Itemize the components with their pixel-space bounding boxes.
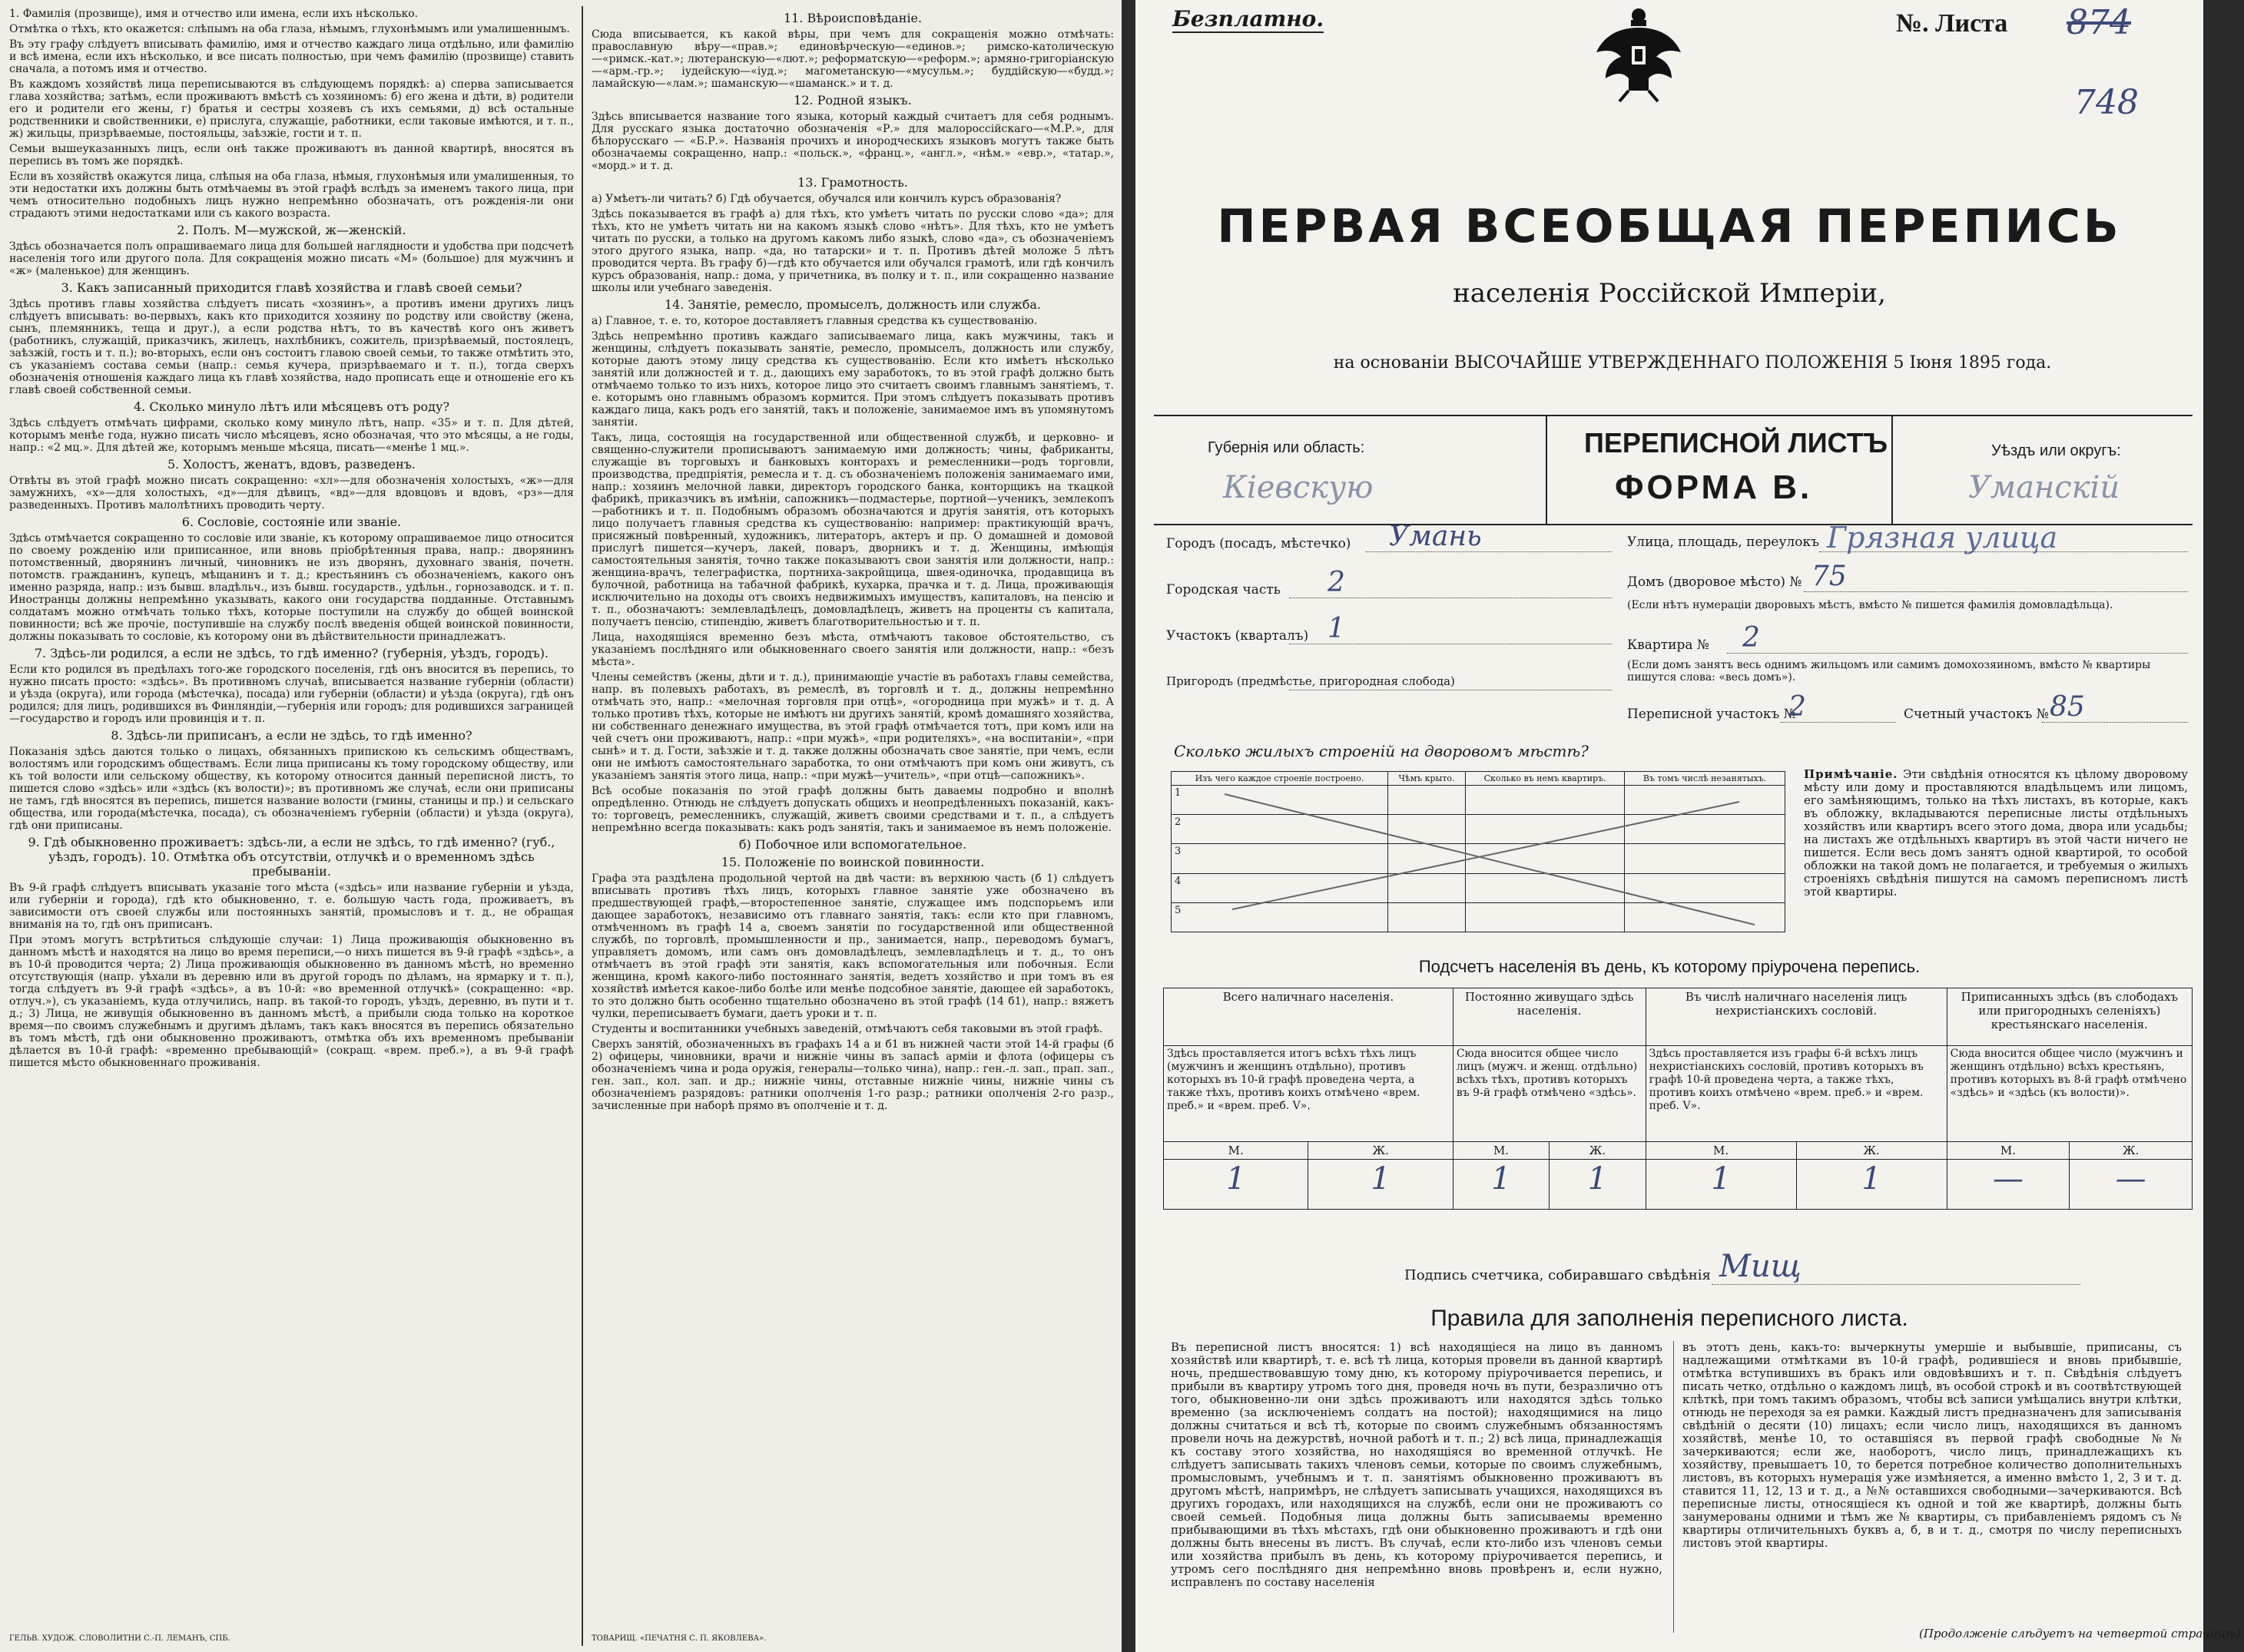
address-field-label: Пригородъ (предмѣстье, пригородная слобода)	[1166, 674, 1455, 688]
count-value-cell: —	[2070, 1160, 2193, 1210]
header-divider-right	[1891, 416, 1893, 524]
section-heading: 7. Здѣсь-ли родился, а если не здѣсь, то гдѣ именно? (губернія, уѣздъ, городъ).	[34, 646, 549, 660]
form-title-2: ФОРМА В.	[1615, 468, 1813, 506]
paragraph: Здѣсь отмѣчается сокращенно то сословіе или званіе, къ которому опрашиваемое лицо относится по своему рожденію или приписанное, или вновь пріобрѣтенныя права, напр.: дворянинъ потомственный, дворянинъ личный, чиновникъ не изъ дворянъ, духовнаго званія, почетн. потомств. гражданинъ, купецъ, мѣщанинъ и т. д.; крестьянинъ съ обозначеніемъ, какого онъ именно разряда, напр.: изъ бывш. владѣльч., изъ бывш. государств., удѣльн., горнозаводск. и т. п. Иностранцы должны непремѣнно указывать, какого они государства подданные. Отставнымъ солдатамъ можно отмѣчать только тѣхъ, которые поступили на службу до общей воинской повинности; всѣ же прочіе, поступившіе на службу послѣ введенія общей воинской повинности, должны показывать то сословіе, къ которому они въ дѣйствительности принадлежатъ.	[9, 532, 574, 643]
count-group-header: Въ числѣ наличнаго населенія лицъ нехристіанскихъ сословій.	[1646, 988, 1947, 1046]
house-note: (Если нѣтъ нумераціи дворовыхъ мѣстъ, вмѣсто № пишется фамилія домовладѣльца).	[1627, 599, 2113, 611]
female-column-label: Ж.	[1550, 1142, 1646, 1160]
male-column-label: М.	[1453, 1142, 1549, 1160]
rules-title: Правила для заполненія переписного листа.	[1430, 1306, 1908, 1331]
buildings-row-number: 4	[1172, 873, 1388, 902]
paragraph: Въ каждомъ хозяйствѣ лица переписываются въ слѣдующемъ порядкѣ: а) сперва записывается глава хозяйства; затѣмъ, если проживаютъ вмѣстѣ съ хозяиномъ: б) его жена и дѣти, в) родители его и родители его жены, г) братья и сестры хозяевъ съ ихъ семьями, д) всѣ остальные родственники и свойственники, е) прислуга, служащіе, работники, если таковые имѣются, и т. п., ж) жильцы, призрѣваемые, постояльцы, заѣзжіе, гости и т. п.	[9, 78, 574, 140]
address-field-value: Умань	[1389, 521, 1482, 552]
paragraph: Сюда вписывается, къ какой вѣры, при чемъ для сокращенія можно отмѣчать: православную вѣру—«прав.»; единовѣрческую—«единов.»; римско-католическую—«римск.-кат.»; лютеранскую—«лют.»; реформатскую—«реформ.»; армяно-григоріанскую—«арм.-гр.»; іудейскую—«іуд.»; магометанскую—«мусульм.»; буддійскую—«будд.»; ламайскую—«лам.»; шаманскую—«шаманск.» и т. д.	[592, 28, 1114, 90]
count-value-cell: 1	[1453, 1160, 1549, 1210]
buildings-header-cell: Чѣмъ крыто.	[1387, 772, 1465, 786]
count-value-cell: —	[1947, 1160, 2070, 1210]
flat-value: 2	[1742, 622, 1760, 654]
count-area-label: Счетный участокъ №	[1904, 707, 2049, 722]
sheet-number-label: №. Листа	[1896, 9, 2008, 38]
paragraph: Если кто родился въ предѣлахъ того-же городского поселенія, гдѣ онъ вносится въ перепись, то нужно писать просто: «здѣсь». Въ противномъ случаѣ, вписывается название губерніи (области) и уѣзда (округа), или города (мѣстечка), посада) или губерніи (области) и уѣзда (округа), гдѣ онъ родился; для лицъ, родившихся въ Финляндіи,—губернія или городъ; для родившихся заграницей—государство и городъ или провинція и т. п.	[9, 664, 574, 725]
paragraph: Здѣсь слѣдуетъ отмѣчать цифрами, сколько кому минуло лѣтъ, напр. «35» и т. п. Для дѣтей, которымъ менѣе года, нужно писать число мѣсяцевъ, ясно обозначая, что это мѣсяцы, а не годы, напр.: «2 мц.». Для дѣтей же, которымъ меньше мѣсяца, писать—«менѣе 1 мц.».	[9, 417, 574, 454]
paragraph: Графа эта раздѣлена продольной чертой на двѣ части: въ верхнюю часть (б 1) слѣдуетъ вписывать противъ тѣхъ лицъ, которыхъ главное занятіе уже обозначено въ предшествующей графѣ,—второстепенное занятіе, служащее имъ подспорьемъ или дающее заработокъ, независимо отъ главнаго занятія, такъ: если кто при главномъ, отмѣченномъ въ графѣ 14 а, своемъ занятіи по государственной или общественной службѣ, по торговлѣ, промышленности и пр., занимается, напр., переводомъ бумагъ, управляетъ домомъ, или самъ онъ домовладѣлецъ, землевладѣлецъ и т. д., то онъ отмѣчаетъ въ этой графѣ эти занятія, какъ вспомогательныя или побочныя. Если женщина, кромѣ какого-либо постояннаго занятія, ведетъ хозяйство и при томъ въ ея хозяйствѣ имѣется какое-либо болѣе или менѣе подсобное занятіе, дающее ей заработокъ, то это должно быть особенно тщательно обозначено въ этой графѣ (14 б1), напр.: вяжетъ чулки, переписываетъ бумаги, даетъ уроки и т. п.	[592, 872, 1114, 1020]
section-heading: 11. Вѣроисповѣданіе.	[783, 11, 923, 25]
signature-value: Мищ	[1719, 1249, 1801, 1284]
district-value: Уманскій	[1968, 470, 2120, 505]
count-value-cell: 1	[1308, 1160, 1453, 1210]
male-column-label: М.	[1164, 1142, 1308, 1160]
address-field-label: Городская часть	[1166, 582, 1281, 598]
address-field-value: 1	[1328, 613, 1345, 644]
house-label: Домъ (дворовое мѣсто) №	[1627, 574, 1802, 590]
section-heading: 12. Родной языкъ.	[794, 93, 912, 108]
paragraph: Члены семействъ (жены, дѣти и т. д.), принимающіе участіе въ работахъ главы семейства, напр. въ полевыхъ работахъ, въ ремеслѣ, въ торговлѣ и т. д., должны непремѣнно отмѣчать это, напр.: «мелочная торговля при отцѣ», «огородница при мужѣ» и т. д. А только противъ тѣхъ, которые не имѣютъ ни другихъ занятій, кромѣ домашняго хозяйства, ни собственнаго денежнаго имущества, въ этой графѣ отмѣчается тотъ, при комъ или на чей счетъ они проживаютъ, напр.: «при мужѣ», «при родителяхъ», «на воспитаніи», «при сынѣ» и т. д. Гости, заѣзжіе и т. д. также должны обозначать свое занятіе, при чемъ, если они не имѣютъ самостоятельнаго заработка, то они отмѣчаютъ при комъ они живутъ, съ указаніемъ занятія этого лица, напр.: «при мужѣ—учитель», «при отцѣ—сапожникъ».	[592, 671, 1114, 782]
female-column-label: Ж.	[1308, 1142, 1453, 1160]
rules-column-1: Въ переписной листъ вносятся: 1) всѣ находящіеся на лицо въ данномъ хозяйствѣ или квартирѣ, т. е. всѣ тѣ лица, которыя провели въ данной квартирѣ ночь, предшествовавшую тому дню, къ которому пріурочивается перепись, и прибыли въ квартиру утромъ того дня, проведя ночь въ пути, безразлично отъ того, обыкновенно-ли они здѣсь проживаютъ или находятся здѣсь только временно (за исключеніемъ солдатъ на постой); находящимися на лицо должны считаться и всѣ тѣ, которые по своимъ служебнымъ обязанностямъ провели ночь на дежурствѣ, ночной работѣ и т. п.; 2) всѣ лица, принадлежащія къ составу этого хозяйства, но находящіяся во временной отлучкѣ. Не слѣдуетъ записывать такихъ членовъ семьи, которые по своимъ служебнымъ, промысловымъ, учебнымъ и т. п. занятіямъ обыкновенно проживаютъ въ другомъ мѣстѣ, напримѣръ, не слѣдуетъ записывать учащихся, находящихся въ другихъ городахъ, или находящихся на службѣ, если они не проживаютъ со своей семьей. Подобныя лица должны быть записываемы временно прибывающими въ тѣхъ мѣстахъ, гдѣ они обыкновенно проживаютъ и гдѣ они должны быть внесены въ листъ. Въ случаѣ, если кто-либо изъ членовъ семьи или хозяйства прибылъ въ день, къ которому пріурочивается перепись, и утромъ сего послѣдняго дня непремѣнно вновь провѣренъ и, если нужно, исправленъ по составу населенія	[1171, 1340, 1662, 1589]
street-label: Улица, площадь, переулокъ	[1627, 535, 1819, 550]
house-line	[1804, 591, 2188, 592]
census-decree-line: на основаніи ВЫСОЧАЙШЕ УТВЕРЖДЕННАГО ПОЛОЖЕНІЯ 5 Іюня 1895 года.	[1333, 353, 2052, 372]
flat-line	[1727, 653, 2188, 654]
buildings-row-number: 5	[1172, 902, 1388, 932]
count-value-cell: 1	[1164, 1160, 1308, 1210]
signature-line	[1712, 1284, 2080, 1285]
instructions-column-1	[9, 8, 574, 1644]
paragraph: Всѣ особые показанія по этой графѣ должны быть даваемы подробно и вполнѣ опредѣленно. Отнюдь не слѣдуетъ допускать общихъ и неопредѣленныхъ показаній, какъ-то: торговецъ, ремесленникъ, служащій, живетъ своими средствами и т. п., а слѣдуетъ непремѣнно всегда показывать: какъ родъ занятія, такъ и занимаемое въ немъ положеніе.	[592, 785, 1114, 834]
paragraph: Въ 9-й графѣ слѣдуетъ вписывать указаніе того мѣста («здѣсь» или название губерніи и уѣзда, или губерніи и города), гдѣ кто обыкновенно, т. е. большую часть года, проживаетъ, въ зависимости отъ своей службы или постоянныхъ занятій, промысловъ и т. д., не обращая вниманія на то, гдѣ онъ приписанъ.	[9, 882, 574, 931]
section-heading: 14. Занятіе, ремесло, промыселъ, должность или служба.	[665, 297, 1041, 312]
column-divider	[582, 6, 583, 1646]
house-value: 75	[1811, 561, 1847, 592]
section-heading: 15. Положеніе по воинской повинности.	[721, 855, 985, 869]
buildings-cross-out	[1171, 771, 1785, 932]
male-column-label: М.	[1947, 1142, 2070, 1160]
population-count-table	[1163, 988, 2193, 1210]
paragraph: Сверхъ занятій, обозначенныхъ въ графахъ 14 а и б1 въ нижней части этой 14-й графы (б 2) офицеры, чиновники, врачи и нижніе чины въ запасѣ арміи и флота (офицеры съ обозначеніемъ чина и рода оружія, генералы—только чина), напр.: ген.-л. зап., прап. зап., ген. зап., кол. зап. и др.; нижніе чины, отставные нижніе чины, нижніе чины съ обозначеніемъ разрядовъ: ратники ополченія 1-го разр.; ратники ополченія 2-го разр., зачисленные при наборѣ прямо въ ополченіе и т. д.	[592, 1038, 1114, 1112]
count-area-value: 85	[2050, 691, 2085, 723]
buildings-note	[1804, 768, 2188, 899]
paragraph: Лица, находящіяся временно безъ мѣста, отмѣчаютъ таковое обстоятельство, съ указаніемъ послѣдняго или обыкновеннаго своего занятія или должности, напр.: «безъ мѣста».	[592, 631, 1114, 668]
section-heading: 8. Здѣсь-ли приписанъ, а если не здѣсь, то гдѣ именно?	[111, 728, 472, 743]
paragraph: Такъ, лица, состоящія на государственной или общественной службѣ, и церковно- и священно-служители прописываютъ занимаемую ими должность; чины, фабриканты, служащіе въ торговыхъ и банковыхъ конторахъ и ремесленники—родъ торговли, производства, предпріятія, ремесла и т. д. съ обозначеніемъ положенія занимаемаго ими, напр.: хозяинъ мелочной лавки, директоръ городского банка, конторщикъ на ткацкой фабрикѣ, приказчикъ въ имѣніи, сапожникъ—подмастерье, портной—ученикъ, землекопъ—работникъ и т. п. Подобнымъ образомъ обозначаются и другія занятія, отъ которыхъ лицо получаетъ главныя средства къ существованію: например: практикующій врачъ, присяжный повѣренный, художникъ, литераторъ, актеръ и пр. О домашней и домовой прислугѣ пишется—кучеръ, лакей, поваръ, дворникъ и т. д. Женщины, имѣющія самостоятельныя занятія, точно также показываютъ свои занятія или должности, напр.: женщина-врачъ, телеграфистка, портниха-закройщица, швея-одиночка, продавщица въ булочной, работница на табачной фабрикѣ, кухарка, прачка и т. д. Лица, проживающія исключительно на доходы отъ своихъ недвижимыхъ имуществъ, капиталовъ, на пенсію и т. п., обозначаютъ: землевладѣлецъ, домовладѣлецъ, живетъ на проценты съ капитала, получаетъ пенсію, стипендію, живетъ благотворительностью и т. п.	[592, 432, 1114, 628]
paragraph: Студенты и воспитанники учебныхъ заведеній, отмѣчаютъ себя таковыми въ этой графѣ.	[592, 1023, 1103, 1035]
address-field-label: Участокъ (кварталъ)	[1166, 628, 1309, 644]
census-area-line	[1781, 722, 1896, 723]
paragraph: Въ эту графу слѣдуетъ вписывать фамилію, имя и отчество каждаго лица отдѣльно, или фамилію и всѣ имена, если ихъ нѣсколько, и все писать полностью, при чемъ фамилію (прозвище) ставить сначала, а потомъ имя и отчество.	[9, 38, 574, 75]
count-group-header: Приписанныхъ здѣсь (въ слободахъ или пригородныхъ селеніяхъ) крестьянскаго населенія.	[1947, 988, 2192, 1046]
printer-footer: ГЕЛЬВ. ХУДОЖ. СЛОВОЛИТНИ С.-П. ЛЕМАНЪ, СПБ.	[9, 1634, 230, 1643]
header-divider-left	[1546, 416, 1547, 524]
address-field-line	[1366, 551, 1612, 552]
note-label: Примѣчаніе.	[1804, 767, 1898, 781]
count-area-line	[2042, 722, 2188, 723]
count-title: Подсчетъ населенія въ день, къ которому пріурочена перепись.	[1418, 957, 1921, 976]
instructions-column-2	[592, 8, 1114, 1644]
rules-continued: (Продолженіе слѣдуетъ на четвертой страницѣ).	[1919, 1627, 2244, 1640]
flat-note: (Если домъ занятъ весь однимъ жильцомъ или самимъ домохозяиномъ, вмѣсто № квартиры пишутся слова: «весь домъ»).	[1627, 659, 2151, 684]
paragraph: а) Главное, т. е. то, которое доставляетъ главныя средства къ существованію.	[592, 315, 1038, 327]
female-column-label: Ж.	[2070, 1142, 2193, 1160]
male-column-label: М.	[1646, 1142, 1796, 1160]
paragraph: Здѣсь непремѣнно противъ каждаго записываемаго лица, какъ мужчины, такъ и женщины, слѣдуетъ показывать занятіе, ремесло, промыселъ, должность или службу, которые даютъ этому лицу средства къ существованію. Если кто имѣетъ нѣсколько занятій или должностей и т. д., дающихъ ему заработокъ, то въ этой графѣ должно быть отмѣчаемо только то изъ нихъ, которое лицо это считаетъ своимъ главнымъ занятіемъ, т. е. которымъ оно главнымъ образомъ кормится. При этомъ слѣдуетъ показывать противъ каждаго лица, какъ родъ его занятій, такъ и положеніе, занимаемое имъ въ упомянутомъ занятіи.	[592, 330, 1114, 429]
address-field-value: 2	[1328, 567, 1345, 598]
count-group-description: Здѣсь проставляется изъ графы 6-й всѣхъ лицъ нехристіанскихъ сословій, противъ которыхъ въ графѣ 10-й проведена черта, а также тѣхъ, противъ коихъ отмѣчено «врем. преб.» и «врем. преб. V».	[1646, 1046, 1947, 1142]
street-value: Грязная улица	[1827, 521, 2058, 555]
section-heading: б) Побочное или вспомогательное.	[738, 837, 967, 852]
census-area-label: Переписной участокъ №	[1627, 707, 1796, 722]
section-heading: 6. Сословіе, состояніе или званіе.	[181, 515, 402, 529]
rules-column-2: въ этотъ день, какъ-то: вычеркнуты умершіе и выбывшіе, приписаны, съ надлежащими отмѣтками въ 10-й графѣ, родившіеся и вновь прибывшіе, отмѣтка вступившихъ въ бракъ или овдовѣвшихъ и т. п. Свѣдѣнія слѣдуетъ писать четко, отдѣльно о каждомъ лицѣ, въ особой строкѣ и въ соотвѣтствующей клѣткѣ, при томъ такимъ образомъ, чтобы всѣ записи умѣщались внутри клѣтки, отнюдь не переходя за ея рамки. Каждый листъ предназначенъ для записыванія свѣдѣній о десяти (10) лицахъ; если число лицъ, находящихся въ данномъ хозяйствѣ, менѣе 10, то оставшіяся въ первой графѣ свободные №№ зачеркиваются; если же, наоборотъ, число лицъ, принадлежащихъ къ хозяйству, превышаетъ 10, то берется потребное количество дополнительныхъ листовъ, въ которыхъ нумерація уже измѣняется, а именно вмѣсто 1, 2, 3 и т. д. ставится 11, 12, 13 и т. д., а №№ оставшихся свободными—зачеркиваются. Всѣ переписные листы, относящіеся къ одной и той же квартирѣ, должны быть занумерованы одними и тѣмъ же № квартиры, съ прибавленіемъ рядомъ съ № квартиры отличительныхъ буквъ а, б, в и т. д., смотря по числу переписныхъ листовъ этой квартиры.	[1682, 1340, 2182, 1550]
paragraph: Показанія здѣсь даются только о лицахъ, обязанныхъ припискою къ сельскимъ обществамъ, волостямъ или городскимъ обществамъ. Если лица приписаны къ тому городскому обществу, или къ той волости или сельскому обществу, къ которому относится данный переписной листъ, то пишется слово «здѣсь» или «здѣсь (къ волости)»; въ противномъ же случаѣ, если они приписаны не тамъ, гдѣ вносятся въ перепись, пишется название волости (гмины, станицы и пр.) и сельскаго общества, или города(мѣстечка, посада), съ обозначеніемъ губерніи (области) и уѣзда (округа), гдѣ они приписаны.	[9, 746, 574, 832]
count-value-cell: 1	[1550, 1160, 1646, 1210]
paragraph: 1. Фамилія (прозвище), имя и отчество или имена, если ихъ нѣсколько.	[9, 8, 419, 20]
buildings-header-cell: Въ томъ числѣ незанятыхъ.	[1625, 772, 1785, 786]
census-title: ПЕРВАЯ ВСЕОБЩАЯ ПЕРЕПИСЬ	[1217, 200, 2122, 253]
buildings-question: Сколько жилыхъ строеній на дворовомъ мѣстѣ?	[1174, 742, 1589, 760]
note-text: Эти свѣдѣнія относятся къ цѣлому дворовому мѣсту или дому и проставляются владѣльцемъ или лицомъ, его замѣняющимъ, только на тѣхъ листахъ, въ которые, какъ въ обложку, вкладываются переписные листы отдѣльныхъ хозяйствъ или квартиръ всего этого дома, двора или усадьбы; на листахъ же отдѣльныхъ квартиръ въ этой части ничего не пишется. Если весь домъ занятъ одной квартирой, то особой обложки на такой домъ не полагается, и требуемыя о жилыхъ строеніяхъ свѣдѣнія пишутся на самомъ переписномъ листѣ этой квартиры.	[1804, 767, 2188, 899]
paragraph: Отвѣты въ этой графѣ можно писать сокращенно: «хл»—для обозначенія холостыхъ, «ж»—для замужнихъ, «х»—для холостыхъ, «д»—для дѣвицъ, «вд»—для вдовцовъ и вдовъ, «рз»—для разведенныхъ. Противъ малолѣтнихъ проводить черту.	[9, 475, 574, 511]
sheet-number-handwritten: 874	[2067, 3, 2131, 42]
form-title-1: ПЕРЕПИСНОЙ ЛИСТЪ	[1584, 427, 1888, 459]
buildings-row-number: 3	[1172, 844, 1388, 873]
paragraph: При этомъ могутъ встрѣтиться слѣдующіе случаи: 1) Лица проживающія обыкновенно въ данномъ мѣстѣ и находятся на лицо во время переписи,—о нихъ пишется въ 9-й графѣ «здѣсь», а въ 10-й проводится черта; 2) Лица проживающія обыкновенно въ данномъ мѣстѣ, но временно отсутствующія (напр. уѣхали въ деревню или въ другой городъ по дѣламъ, на ярмарку и т. п.), тогда слѣдуетъ въ 9-й графѣ «здѣсь», а въ 10-й: «во временной отлучкѣ» (сокращенно: «вр. отлуч.»), съ указаніемъ, куда отлучились, напр. въ такой-то городъ, уѣздъ, деревню, въ пути и т. д.; 3) Лица, не живущія обыкновенно въ данномъ мѣстѣ, а прибыли сюда только на короткое время—по своимъ служебнымъ и другимъ дѣламъ, такъ какъ вносятся въ перепись обязательно въ томъ мѣстѣ, гдѣ они обыкновенно проживаютъ, отмѣтка объ ихъ временномъ пребываніи дѣлается въ 10-й графѣ: «временно пребывающій» (сокращ. «врем. преб.»), а въ 9-й графѣ пишется мѣсто обыкновеннаго проживанія.	[9, 934, 574, 1069]
buildings-header-cell: Изъ чего каждое строеніе построено.	[1172, 772, 1388, 786]
district-label: Уѣздъ или округъ:	[1991, 442, 2121, 459]
section-heading: 13. Грамотность.	[797, 175, 908, 190]
paragraph: Здѣсь показывается въ графѣ а) для тѣхъ, кто умѣетъ читать по русски слово «да»; для тѣхъ, кто не умѣетъ читать ни на какомъ языкѣ слово «нѣтъ». Для тѣхъ, кто не умѣетъ читать по русски, а только на другомъ какомъ либо языкѣ, слово «да», съ обозначеніемъ этого другого языка, напр. «да, но татарски» и т. п. Противъ дѣтей моложе 5 лѣтъ проводится черта. Въ графу б)—гдѣ кто обучается или обучался грамотѣ, или гдѣ кончилъ курсъ образованія, напр.: дома, у причетника, въ полку и т. п., или сокращенно название школы или учебнаго заведенія.	[592, 208, 1114, 294]
count-value-cell: 1	[1646, 1160, 1796, 1210]
free-label: Безплатно.	[1172, 6, 1324, 31]
section-heading: 4. Сколько минуло лѣтъ или мѣсяцевъ отъ роду?	[133, 399, 450, 414]
count-group-header: Всего наличнаго населенія.	[1164, 988, 1453, 1046]
section-heading: 5. Холостъ, женатъ, вдовъ, разведенъ.	[167, 457, 416, 472]
census-subtitle: населенія Россійской Имперіи,	[1453, 278, 1886, 309]
double-headed-eagle-emblem	[1589, 5, 1689, 104]
paragraph: Если въ хозяйствѣ окажутся лица, слѣпыя на оба глаза, нѣмыя, глухонѣмыя или умалишенныя, то эти недостатки ихъ должны быть отмѣчаемы въ этой графѣ вслѣдъ за именемъ такого лица, при чемъ относительно подобныхъ лицъ нужно непремѣнно обозначать, отъ рожденія-ли они страдаютъ этими недостатками или съ какого возраста.	[9, 170, 574, 220]
section-heading: 2. Полъ. М—мужской, ж—женскій.	[177, 223, 406, 237]
rules-divider	[1673, 1341, 1674, 1633]
count-group-header: Постоянно живущаго здѣсь населенія.	[1453, 988, 1646, 1046]
paragraph: Отмѣтка о тѣхъ, кто окажется: слѣпымъ на оба глаза, нѣмымъ, глухонѣмымъ или умалишеннымъ.	[9, 23, 570, 35]
signature-label: Подпись счетчика, собиравшаго свѣдѣнія	[1404, 1267, 1711, 1283]
printer-footer: ТОВАРИЩ. «ПЕЧАТНЯ С. П. ЯКОВЛЕВА».	[592, 1634, 767, 1643]
census-form-page	[1135, 0, 2244, 1652]
buildings-header-cell: Сколько въ немъ квартиръ.	[1466, 772, 1625, 786]
province-value: Кіевскую	[1223, 470, 1374, 505]
province-label: Губернія или область:	[1208, 439, 1365, 456]
count-value-cell: 1	[1796, 1160, 1947, 1210]
paragraph: Здѣсь вписывается название того языка, который каждый считаетъ для себя роднымъ. Для русскаго языка достаточно обозначенія «Р.» для малороссійскаго—«М.Р.», для бѣлорусскаго — «Б.Р.». Названія прочихъ и инородческихъ языковъ могутъ также быть обозначаемы сокращенно, напр.: «польск.», «франц.», «англ.», «нѣм.» «евр.», «татар.», «морд.» и т. д.	[592, 111, 1114, 172]
section-heading: 3. Какъ записанный приходится главѣ хозяйства и главѣ своей семьи?	[61, 280, 522, 295]
count-group-description: Сюда вносится общее число лицъ (мужч. и женщ. отдѣльно) всѣхъ тѣхъ, противъ которыхъ въ 9-й графѣ отмѣчено «здѣсь».	[1453, 1046, 1646, 1142]
section-heading: 9. Гдѣ обыкновенно проживаетъ: здѣсь-ли, а если не здѣсь, то гдѣ именно? (губ., уѣздъ, городъ). 10. Отмѣтка объ отсутствіи, отлучкѣ и о временномъ здѣсь пребываніи.	[28, 835, 555, 879]
count-group-description: Здѣсь проставляется итогъ всѣхъ тѣхъ лицъ (мужчинъ и женщинъ отдѣльно), противъ которыхъ въ 10-й графѣ проведена черта, а также тѣхъ, противъ коихъ отмѣчено «врем. преб.» и «врем. преб. V».	[1164, 1046, 1453, 1142]
paragraph: Семьи вышеуказанныхъ лицъ, если онѣ также проживаютъ въ данной квартирѣ, вносятся въ перепись въ томъ же порядкѣ.	[9, 143, 574, 167]
female-column-label: Ж.	[1796, 1142, 1947, 1160]
paragraph: Здѣсь обозначается полъ опрашиваемаго лица для большей наглядности и удобства при подсчетѣ населенія того или другого пола. Для сокращенія можно писать «М» (большое) для мужчинъ и «ж» (маленькое) для женщинъ.	[9, 240, 574, 277]
flat-label: Квартира №	[1627, 637, 1709, 653]
paragraph: Здѣсь противъ главы хозяйства слѣдуетъ писать «хозяинъ», а противъ имени другихъ лицъ слѣдуетъ вписывать: во-первыхъ, какъ кто приходится хозяину по родству или свойству (жена, сынъ, племянникъ, теща и друг.), а если родства нѣтъ, то въ качествѣ кого онъ живетъ (работникъ, служащій, приказчикъ, жилецъ, нахлѣбникъ, сожитель, призрѣваемый, постоялецъ, заѣзжій, гость и т. п.); во-вторыхъ, если онъ состоитъ главою своей семьи, то также отмѣтить это, съ указаніемъ состава семьи (напр.: семья кучера, призрѣваемаго и т. п.), тогда сверхъ обозначенія отношенія каждаго лица къ главѣ хозяйства, надо прописать еще и отношеніе его къ главѣ своей собственной семьи.	[9, 298, 574, 396]
buildings-row-number: 2	[1172, 815, 1388, 844]
address-field-label: Городъ (посадъ, мѣстечко)	[1166, 536, 1351, 551]
count-group-description: Сюда вносится общее число (мужчинъ и женщинъ отдѣльно) всѣхъ крестьянъ, противъ которыхъ въ 8-й графѣ отмѣчено «здѣсь» и «здѣсь (къ волости)».	[1947, 1046, 2192, 1142]
buildings-row-number: 1	[1172, 786, 1388, 815]
sheet-number-handwritten-2: 748	[2074, 83, 2139, 122]
header-block	[1154, 415, 2193, 525]
census-area-value: 2	[1788, 691, 1806, 723]
paragraph: а) Умѣетъ-ли читать? б) Гдѣ обучается, обучался или кончилъ курсъ образованія?	[592, 193, 1062, 205]
street-line	[1819, 551, 2188, 552]
